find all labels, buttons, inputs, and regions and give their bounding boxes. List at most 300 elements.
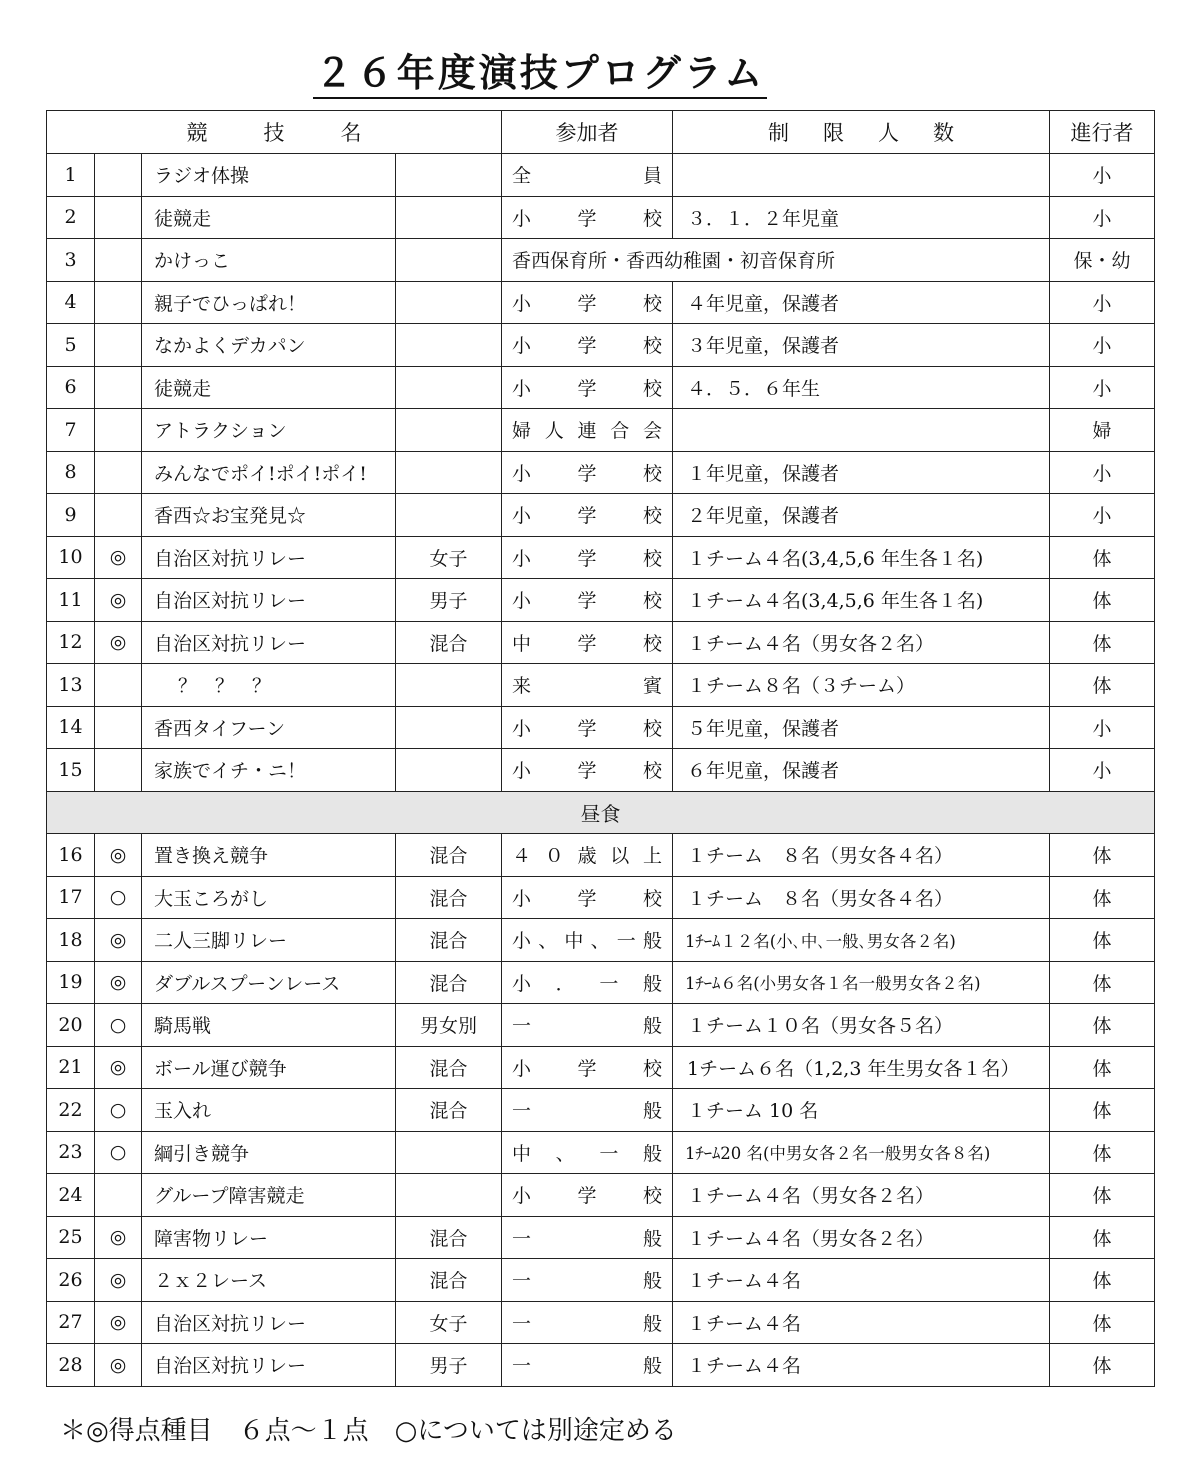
table-row bbox=[47, 196, 1155, 239]
organizer: 体 bbox=[1050, 1216, 1155, 1259]
scoring-mark bbox=[95, 196, 142, 239]
table-row bbox=[47, 1089, 1155, 1132]
row-number: 28 bbox=[47, 1344, 95, 1387]
organizer: 体 bbox=[1050, 1259, 1155, 1302]
event-name: 自治区対抗リレー bbox=[142, 536, 396, 579]
team-limit: １チーム４名（男女各２名） bbox=[673, 1174, 1050, 1217]
participants-char: 般 bbox=[642, 1100, 662, 1123]
table-row bbox=[47, 834, 1155, 877]
row-number: 2 bbox=[47, 196, 95, 239]
participants-char: 学 bbox=[577, 717, 597, 740]
event-name: 徒競走 bbox=[142, 196, 396, 239]
participants bbox=[502, 281, 673, 324]
event-category: 女子 bbox=[396, 536, 502, 579]
scoring-mark: ◎ bbox=[95, 1301, 142, 1344]
participants-char: 一 bbox=[512, 1312, 532, 1335]
team-limit bbox=[673, 409, 1050, 452]
footnote: ＊◎得点種目 ６点～１点 ○については別途定める bbox=[60, 1416, 677, 1446]
participants bbox=[502, 1301, 673, 1344]
participants-char: 一 bbox=[512, 1355, 532, 1378]
team-limit: １チーム８名（３チーム） bbox=[673, 664, 1050, 707]
participants-char: 小 bbox=[512, 972, 532, 995]
table-row bbox=[47, 749, 1155, 792]
participants bbox=[502, 451, 673, 494]
participants-char: 小 bbox=[512, 292, 532, 315]
participants-char: 婦 bbox=[512, 420, 532, 443]
participants-char: 学 bbox=[577, 1185, 597, 1208]
event-name: 自治区対抗リレー bbox=[142, 1344, 396, 1387]
participants-char: 校 bbox=[642, 335, 662, 358]
participants-char: 般 bbox=[642, 1355, 662, 1378]
row-number: 3 bbox=[47, 239, 95, 282]
participants-char: ０ bbox=[544, 845, 564, 868]
participants-char: 学 bbox=[577, 377, 597, 400]
row-number: 25 bbox=[47, 1216, 95, 1259]
event-name: ボール運び競争 bbox=[142, 1046, 396, 1089]
participants bbox=[502, 324, 673, 367]
participants bbox=[502, 1004, 673, 1047]
event-name: 香西タイフーン bbox=[142, 706, 396, 749]
team-limit: ２年児童，保護者 bbox=[673, 494, 1050, 537]
participants-char: 般 bbox=[642, 1312, 662, 1335]
participants bbox=[502, 1216, 673, 1259]
row-number: 23 bbox=[47, 1131, 95, 1174]
participants-char: 、 bbox=[590, 930, 610, 953]
row-number: 12 bbox=[47, 621, 95, 664]
team-limit: １チーム ８名（男女各４名） bbox=[673, 834, 1050, 877]
event-name: ラジオ体操 bbox=[142, 154, 396, 197]
participants bbox=[502, 366, 673, 409]
team-limit: １チーム４名(3,4,5,6 年生各１名) bbox=[673, 579, 1050, 622]
row-number: 24 bbox=[47, 1174, 95, 1217]
participants-char: 小 bbox=[512, 760, 532, 783]
event-category bbox=[396, 281, 502, 324]
organizer: 小 bbox=[1050, 749, 1155, 792]
organizer: 体 bbox=[1050, 876, 1155, 919]
participants-char: 一 bbox=[616, 930, 636, 953]
scoring-mark bbox=[95, 494, 142, 537]
participants-char: 一 bbox=[512, 1227, 532, 1250]
scoring-mark: ◎ bbox=[95, 621, 142, 664]
table-row bbox=[47, 281, 1155, 324]
row-number: 27 bbox=[47, 1301, 95, 1344]
participants-char: 中 bbox=[512, 1142, 532, 1165]
organizer: 体 bbox=[1050, 919, 1155, 962]
row-number: 14 bbox=[47, 706, 95, 749]
team-limit: 1チーム６名（1,2,3 年生男女各１名） bbox=[673, 1046, 1050, 1089]
table-row bbox=[47, 1046, 1155, 1089]
row-number: 7 bbox=[47, 409, 95, 452]
participants-char: 学 bbox=[577, 590, 597, 613]
organizer: 小 bbox=[1050, 154, 1155, 197]
organizer: 小 bbox=[1050, 494, 1155, 537]
participants bbox=[502, 834, 673, 877]
participants-char: 校 bbox=[642, 207, 662, 230]
event-name: ダブルスプーンレース bbox=[142, 961, 396, 1004]
table-row bbox=[47, 494, 1155, 537]
participants bbox=[502, 1046, 673, 1089]
row-number: 22 bbox=[47, 1089, 95, 1132]
event-category bbox=[396, 409, 502, 452]
header-participants: 参加者 bbox=[502, 111, 673, 154]
team-limit: １チーム４名（男女各２名） bbox=[673, 1216, 1050, 1259]
table-row bbox=[47, 451, 1155, 494]
team-limit: 1ﾁｰﾑ20 名(中男女各２名一般男女各８名) bbox=[673, 1131, 1050, 1174]
participants-char: 学 bbox=[577, 207, 597, 230]
participants-char: 般 bbox=[642, 1015, 662, 1038]
event-category: 混合 bbox=[396, 1216, 502, 1259]
participants-char: 校 bbox=[642, 505, 662, 528]
participants bbox=[502, 579, 673, 622]
participants-char: 小 bbox=[512, 207, 532, 230]
event-name: 玉入れ bbox=[142, 1089, 396, 1132]
participants-char: 小 bbox=[512, 590, 532, 613]
row-number: 13 bbox=[47, 664, 95, 707]
row-number: 20 bbox=[47, 1004, 95, 1047]
organizer: 体 bbox=[1050, 1344, 1155, 1387]
event-category bbox=[396, 1131, 502, 1174]
participants bbox=[502, 239, 1050, 282]
team-limit: １チーム４名（男女各２名） bbox=[673, 621, 1050, 664]
participants-char: 賓 bbox=[642, 675, 662, 698]
event-category: 混合 bbox=[396, 1046, 502, 1089]
participants bbox=[502, 1259, 673, 1302]
participants bbox=[502, 1131, 673, 1174]
participants-char: 小 bbox=[512, 335, 532, 358]
organizer: 体 bbox=[1050, 1301, 1155, 1344]
participants-char: 学 bbox=[577, 462, 597, 485]
event-category: 混合 bbox=[396, 621, 502, 664]
scoring-mark bbox=[95, 706, 142, 749]
participants-char: 中 bbox=[564, 930, 584, 953]
participants-char: 人 bbox=[544, 420, 564, 443]
page-title: ２６年度演技プログラム bbox=[0, 42, 1080, 97]
scoring-mark: ○ bbox=[95, 1089, 142, 1132]
table-row bbox=[47, 621, 1155, 664]
organizer: 体 bbox=[1050, 664, 1155, 707]
organizer: 体 bbox=[1050, 536, 1155, 579]
table-row bbox=[47, 366, 1155, 409]
organizer: 小 bbox=[1050, 366, 1155, 409]
participants-char: 校 bbox=[642, 377, 662, 400]
event-category bbox=[396, 324, 502, 367]
event-category: 混合 bbox=[396, 961, 502, 1004]
participants-char: 中 bbox=[512, 632, 532, 655]
organizer: 保・幼 bbox=[1050, 239, 1155, 282]
scoring-mark bbox=[95, 451, 142, 494]
row-number: 18 bbox=[47, 919, 95, 962]
scoring-mark: ◎ bbox=[95, 1344, 142, 1387]
participants-char: 校 bbox=[642, 717, 662, 740]
scoring-mark bbox=[95, 749, 142, 792]
organizer: 体 bbox=[1050, 621, 1155, 664]
event-name: 大玉ころがし bbox=[142, 876, 396, 919]
participants-char: 校 bbox=[642, 590, 662, 613]
participants-char: 般 bbox=[642, 930, 662, 953]
participants-char: 小 bbox=[512, 930, 532, 953]
event-name: 騎馬戦 bbox=[142, 1004, 396, 1047]
participants-char: 学 bbox=[577, 335, 597, 358]
event-name: 香西☆お宝発見☆ bbox=[142, 494, 396, 537]
participants bbox=[502, 706, 673, 749]
participants-char: 以 bbox=[610, 845, 630, 868]
participants-char: 校 bbox=[642, 632, 662, 655]
participants-char: 校 bbox=[642, 292, 662, 315]
event-category bbox=[396, 706, 502, 749]
participants-char: 、 bbox=[555, 1142, 575, 1165]
team-limit bbox=[673, 154, 1050, 197]
participants bbox=[502, 154, 673, 197]
row-number: 6 bbox=[47, 366, 95, 409]
scoring-mark: ◎ bbox=[95, 834, 142, 877]
participants-char: 校 bbox=[642, 1185, 662, 1208]
event-name: アトラクション bbox=[142, 409, 396, 452]
scoring-mark: ◎ bbox=[95, 536, 142, 579]
row-number: 5 bbox=[47, 324, 95, 367]
participants-char: 学 bbox=[577, 292, 597, 315]
team-limit: １チーム ８名（男女各４名） bbox=[673, 876, 1050, 919]
team-limit: ４年児童，保護者 bbox=[673, 281, 1050, 324]
row-number: 16 bbox=[47, 834, 95, 877]
organizer: 体 bbox=[1050, 1131, 1155, 1174]
team-limit: １チーム 10 名 bbox=[673, 1089, 1050, 1132]
event-name: 綱引き競争 bbox=[142, 1131, 396, 1174]
participants-char: 全 bbox=[512, 165, 532, 188]
event-name: 自治区対抗リレー bbox=[142, 621, 396, 664]
team-limit: 1ﾁｰﾑ１２名(小､中､一般､男女各２名) bbox=[673, 919, 1050, 962]
participants-char: 小 bbox=[512, 1057, 532, 1080]
participants-char: 合 bbox=[610, 420, 630, 443]
participants-char: 校 bbox=[642, 887, 662, 910]
participants-char: 校 bbox=[642, 760, 662, 783]
participants-char: 小 bbox=[512, 377, 532, 400]
table-row bbox=[47, 1131, 1155, 1174]
participants-char: 小 bbox=[512, 462, 532, 485]
scoring-mark: ◎ bbox=[95, 919, 142, 962]
participants-char: 校 bbox=[642, 1057, 662, 1080]
table-row bbox=[47, 579, 1155, 622]
row-number: 21 bbox=[47, 1046, 95, 1089]
organizer: 小 bbox=[1050, 281, 1155, 324]
participants-char: 一 bbox=[512, 1270, 532, 1293]
event-category: 男子 bbox=[396, 1344, 502, 1387]
team-limit: １チーム４名 bbox=[673, 1259, 1050, 1302]
table-row bbox=[47, 536, 1155, 579]
table-header-row bbox=[47, 111, 1155, 154]
event-category: 混合 bbox=[396, 919, 502, 962]
participants bbox=[502, 1174, 673, 1217]
event-name: 二人三脚リレー bbox=[142, 919, 396, 962]
participants-text: 香西保育所・香西幼稚園・初音保育所 bbox=[512, 250, 836, 273]
organizer: 体 bbox=[1050, 1004, 1155, 1047]
event-name: 徒競走 bbox=[142, 366, 396, 409]
participants bbox=[502, 621, 673, 664]
participants-char: ４ bbox=[512, 845, 532, 868]
table-row bbox=[47, 664, 1155, 707]
participants-char: 会 bbox=[642, 420, 662, 443]
event-category bbox=[396, 1174, 502, 1217]
participants bbox=[502, 1089, 673, 1132]
event-category: 混合 bbox=[396, 876, 502, 919]
scoring-mark: ○ bbox=[95, 876, 142, 919]
participants bbox=[502, 409, 673, 452]
participants-char: 来 bbox=[512, 675, 532, 698]
table-row bbox=[47, 961, 1155, 1004]
table-row bbox=[47, 154, 1155, 197]
row-number: 26 bbox=[47, 1259, 95, 1302]
header-event: 競技名 bbox=[47, 111, 502, 154]
participants-char: 連 bbox=[577, 420, 597, 443]
event-name: 親子でひっぱれ！ bbox=[142, 281, 396, 324]
program-table bbox=[46, 110, 1155, 1387]
participants bbox=[502, 749, 673, 792]
row-number: 8 bbox=[47, 451, 95, 494]
participants-char: 小 bbox=[512, 717, 532, 740]
organizer: 体 bbox=[1050, 961, 1155, 1004]
participants-char: 小 bbox=[512, 547, 532, 570]
team-limit: １チーム４名 bbox=[673, 1344, 1050, 1387]
event-name: グループ障害競走 bbox=[142, 1174, 396, 1217]
table-row bbox=[47, 1259, 1155, 1302]
organizer: 小 bbox=[1050, 706, 1155, 749]
organizer: 小 bbox=[1050, 451, 1155, 494]
team-limit: ４．５．６年生 bbox=[673, 366, 1050, 409]
scoring-mark: ◎ bbox=[95, 1046, 142, 1089]
table-row bbox=[47, 706, 1155, 749]
event-category bbox=[396, 196, 502, 239]
event-category: 女子 bbox=[396, 1301, 502, 1344]
organizer: 体 bbox=[1050, 1046, 1155, 1089]
participants-char: 歳 bbox=[577, 845, 597, 868]
table-row bbox=[47, 876, 1155, 919]
event-category: 混合 bbox=[396, 1089, 502, 1132]
participants bbox=[502, 961, 673, 1004]
event-category: 男子 bbox=[396, 579, 502, 622]
event-name: 自治区対抗リレー bbox=[142, 1301, 396, 1344]
event-category: 混合 bbox=[396, 1259, 502, 1302]
row-number: 11 bbox=[47, 579, 95, 622]
event-category: 混合 bbox=[396, 834, 502, 877]
scoring-mark bbox=[95, 154, 142, 197]
participants bbox=[502, 919, 673, 962]
team-limit: １チーム４名 bbox=[673, 1301, 1050, 1344]
scoring-mark: ◎ bbox=[95, 961, 142, 1004]
row-number: 15 bbox=[47, 749, 95, 792]
participants-char: 般 bbox=[642, 1142, 662, 1165]
participants-char: 員 bbox=[642, 165, 662, 188]
table-row bbox=[47, 409, 1155, 452]
participants-char: 一 bbox=[512, 1100, 532, 1123]
scoring-mark: ◎ bbox=[95, 1216, 142, 1259]
lunch-row bbox=[47, 791, 1155, 834]
participants-char: 学 bbox=[577, 505, 597, 528]
participants-char: 般 bbox=[642, 1227, 662, 1250]
participants-char: 一 bbox=[599, 1142, 619, 1165]
participants-char: 小 bbox=[512, 887, 532, 910]
participants-char: 般 bbox=[642, 1270, 662, 1293]
organizer: 婦 bbox=[1050, 409, 1155, 452]
participants-char: 学 bbox=[577, 547, 597, 570]
team-limit: １チーム４名(3,4,5,6 年生各１名) bbox=[673, 536, 1050, 579]
participants-char: 般 bbox=[642, 972, 662, 995]
event-name: みんなでポイ!ポイ!ポイ! bbox=[142, 451, 396, 494]
participants-char: 小 bbox=[512, 1185, 532, 1208]
team-limit: ６年児童，保護者 bbox=[673, 749, 1050, 792]
scoring-mark bbox=[95, 239, 142, 282]
row-number: 10 bbox=[47, 536, 95, 579]
participants-char: 小 bbox=[512, 505, 532, 528]
participants bbox=[502, 494, 673, 537]
scoring-mark bbox=[95, 366, 142, 409]
participants-char: 、 bbox=[538, 930, 558, 953]
organizer: 体 bbox=[1050, 1089, 1155, 1132]
scoring-mark: ◎ bbox=[95, 1259, 142, 1302]
header-limit: 制限人数 bbox=[673, 111, 1050, 154]
event-name: なかよくデカパン bbox=[142, 324, 396, 367]
table-row bbox=[47, 919, 1155, 962]
participants-char: 一 bbox=[512, 1015, 532, 1038]
table-row bbox=[47, 1174, 1155, 1217]
participants bbox=[502, 536, 673, 579]
event-category bbox=[396, 664, 502, 707]
header-runner: 進行者 bbox=[1050, 111, 1155, 154]
event-category bbox=[396, 154, 502, 197]
participants bbox=[502, 876, 673, 919]
event-category bbox=[396, 451, 502, 494]
team-limit: １チーム１０名（男女各５名） bbox=[673, 1004, 1050, 1047]
row-number: 17 bbox=[47, 876, 95, 919]
event-name: ？？？ bbox=[142, 664, 396, 707]
row-number: 4 bbox=[47, 281, 95, 324]
team-limit: ３年児童，保護者 bbox=[673, 324, 1050, 367]
event-name: 自治区対抗リレー bbox=[142, 579, 396, 622]
table-row bbox=[47, 1301, 1155, 1344]
scoring-mark bbox=[95, 281, 142, 324]
table-row bbox=[47, 239, 1155, 282]
table-row bbox=[47, 1216, 1155, 1259]
participants-char: 学 bbox=[577, 760, 597, 783]
scoring-mark: ○ bbox=[95, 1131, 142, 1174]
scoring-mark bbox=[95, 664, 142, 707]
scoring-mark bbox=[95, 324, 142, 367]
row-number: 9 bbox=[47, 494, 95, 537]
participants-char: 校 bbox=[642, 547, 662, 570]
event-name: 家族でイチ・ニ！ bbox=[142, 749, 396, 792]
event-category: 男女別 bbox=[396, 1004, 502, 1047]
organizer: 小 bbox=[1050, 196, 1155, 239]
participants-char: 学 bbox=[577, 1057, 597, 1080]
participants bbox=[502, 664, 673, 707]
event-name: 障害物リレー bbox=[142, 1216, 396, 1259]
participants-char: 学 bbox=[577, 632, 597, 655]
scoring-mark: ○ bbox=[95, 1004, 142, 1047]
lunch-label: 昼食 bbox=[47, 791, 1155, 834]
participants-char: 一 bbox=[599, 972, 619, 995]
event-name: ２ｘ２レース bbox=[142, 1259, 396, 1302]
team-limit: 1ﾁｰﾑ６名(小男女各１名一般男女各２名) bbox=[673, 961, 1050, 1004]
participants-char: ． bbox=[555, 972, 575, 995]
table-row bbox=[47, 1004, 1155, 1047]
team-limit: ３．１．２年児童 bbox=[673, 196, 1050, 239]
event-name: 置き換え競争 bbox=[142, 834, 396, 877]
participants bbox=[502, 1344, 673, 1387]
participants-char: 校 bbox=[642, 462, 662, 485]
participants-char: 上 bbox=[642, 845, 662, 868]
participants-char: 学 bbox=[577, 887, 597, 910]
organizer: 体 bbox=[1050, 579, 1155, 622]
event-category bbox=[396, 749, 502, 792]
event-category bbox=[396, 494, 502, 537]
